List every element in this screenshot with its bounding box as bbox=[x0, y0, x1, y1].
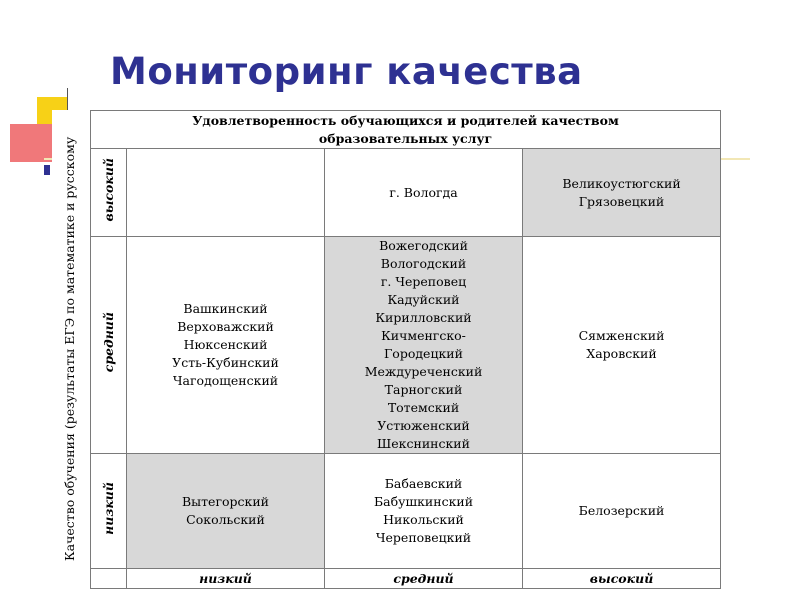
column-label-high: высокий bbox=[523, 569, 721, 589]
district-name: Тарногский bbox=[384, 382, 463, 397]
cell-low-high bbox=[523, 454, 721, 569]
district-name: Чагодощенский bbox=[172, 373, 279, 388]
quality-matrix-table bbox=[90, 110, 721, 589]
district-name: Сямженский bbox=[578, 328, 665, 343]
district-name: Сокольский bbox=[186, 512, 265, 527]
table-header bbox=[91, 111, 721, 149]
decor-red-square bbox=[10, 124, 54, 162]
cell-mid-high bbox=[523, 237, 721, 454]
cell-low-low bbox=[127, 454, 325, 569]
row-label-mid: средний bbox=[91, 237, 127, 454]
district-name: Кадуйский bbox=[387, 292, 460, 307]
cell-high-high bbox=[523, 149, 721, 237]
cell-high-low bbox=[127, 149, 325, 237]
district-name: Вашкинский bbox=[183, 301, 268, 316]
district-name: Бабаевский bbox=[384, 476, 463, 491]
cell-low-mid bbox=[325, 454, 523, 569]
district-name: Кирилловский bbox=[375, 310, 472, 325]
decor-blue-mark bbox=[44, 165, 50, 175]
column-label-mid: средний bbox=[325, 569, 523, 589]
y-axis-label: Качество обучения (результаты ЕГЭ по математике и русскому bbox=[62, 136, 77, 562]
district-name: Великоустюгский bbox=[562, 175, 681, 191]
district-name: Вожегодский bbox=[379, 238, 468, 253]
district-name: Харовский bbox=[586, 346, 657, 361]
district-name: Кичменгско- bbox=[381, 328, 466, 343]
corner-cell bbox=[91, 569, 127, 589]
district-name: Шекснинский bbox=[377, 436, 470, 451]
district-name: г. Вологда bbox=[389, 184, 458, 200]
cell-mid-mid bbox=[325, 237, 523, 454]
row-label-high: высокий bbox=[91, 149, 127, 237]
district-name: Бабушкинский bbox=[373, 494, 474, 509]
district-name: Вытегорский bbox=[182, 494, 269, 509]
district-name: Грязовецкий bbox=[578, 193, 665, 209]
district-name: г. Череповец bbox=[380, 274, 467, 289]
cell-high-mid bbox=[325, 149, 523, 237]
slide-title: Мониторинг качества bbox=[110, 50, 583, 93]
table-header-line: образовательных услуг bbox=[318, 130, 493, 146]
district-name: Белозерский bbox=[578, 503, 665, 518]
district-name: Городецкий bbox=[384, 346, 463, 361]
district-name: Вологодский bbox=[380, 256, 467, 271]
district-name: Нюксенский bbox=[183, 337, 268, 352]
row-label-low: низкий bbox=[91, 454, 127, 569]
district-name: Череповецкий bbox=[375, 530, 472, 545]
column-label-low: низкий bbox=[127, 569, 325, 589]
district-name: Усть-Кубинский bbox=[172, 355, 279, 370]
table-header-line: Удовлетворенность обучающихся и родителей качеством bbox=[192, 112, 619, 128]
district-name: Устюженский bbox=[377, 418, 470, 433]
district-name: Тотемский bbox=[387, 400, 460, 415]
cell-mid-low bbox=[127, 237, 325, 454]
district-name: Междуреченский bbox=[364, 364, 483, 379]
district-name: Никольский bbox=[383, 512, 464, 527]
district-name: Верховажский bbox=[177, 319, 274, 334]
